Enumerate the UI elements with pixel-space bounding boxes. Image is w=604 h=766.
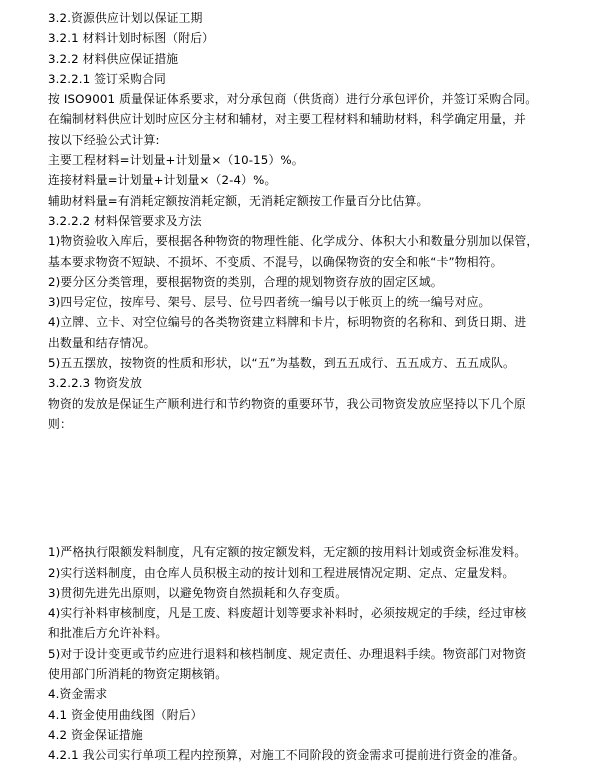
blank-space (48, 434, 600, 542)
formula-auxiliary-material: 辅助材料量=有消耗定额按消耗定额，无消耗定额按工作量百分比估算。 (48, 193, 429, 208)
section-top (48, 8, 600, 434)
formula-main-material: 主要工程材料=计划量+计划量×（10-15）%。 (48, 153, 304, 168)
heading-3-2-2-1: 3.2.2.1 签订采购合同 (48, 71, 166, 86)
heading-3-2-2-3: 3.2.2.3 物资发放 (48, 376, 143, 391)
heading-3-2: 3.2.资源供应计划以保证工期 (48, 11, 203, 25)
paragraph-line: 在编制材料供应计划时应区分主材和辅材，对主要工程材料和辅助材料，科学确定用量，并 (48, 112, 526, 127)
heading-3-2-2-2: 3.2.2.2 材料保管要求及方法 (48, 213, 202, 228)
formula-connecting-material: 连接材料量=计划量+计划量×（2-4）%。 (48, 173, 277, 188)
paragraph-line: 物资的发放是保证生产顺利进行和节约物资的重要环节，我公司物资发放应坚持以下几个原 (48, 396, 526, 411)
heading-3-2-2: 3.2.2 材料供应保证措施 (48, 51, 179, 66)
list-item-line: 3)四号定位，按库号、架号、层号、位号四者统一编号以于帐页上的统一编号对应。 (48, 295, 491, 310)
heading-3-2-1: 3.2.1 材料计划时标图（附后） (48, 31, 215, 46)
list-item-line: 4)实行补料审核制度，凡是工废、料废超计划等要求补料时，必须按规定的手续，经过审核 (48, 606, 527, 621)
paragraph-4-2-1: 4.2.1 我公司实行单项工程内控预算，对施工不同阶段的资金需求可提前进行资金的准备。 (48, 748, 525, 763)
paragraph-line: 按以下经验公式计算: (48, 132, 160, 147)
heading-4-1: 4.1 资金使用曲线图（附后） (48, 707, 203, 722)
list-item-line: 出数量和结存情况。 (48, 335, 156, 350)
list-item-line: 1)物资验收入库后，要根据各种物资的物理性能、化学成分、体积大小和数量分别加以保管， (48, 234, 539, 249)
paragraph-line: 则： (48, 416, 72, 431)
list-item-line: 4)立牌、立卡、对空位编号的各类物资建立料牌和卡片，标明物资的名称和、到货日期、进 (48, 315, 527, 330)
list-item-line: 使用部门所消耗的物资定期核销。 (48, 667, 228, 682)
paragraph-line: 按 ISO9001 质量保证体系要求，对分承包商（供货商）进行分承包评价，并签订采购合同。 (48, 92, 538, 107)
list-item-line: 2)实行送料制度，由仓库人员积极主动的按计划和工程进展情况定期、定点、定量发料。 (48, 565, 515, 580)
section-bottom (48, 542, 600, 765)
list-item-line: 和批准后方允许补料。 (48, 626, 168, 641)
list-item-line: 基本要求物资不短缺、不损坏、不变质、不混号，以确保物资的安全和帐“卡”物相符。 (48, 254, 503, 269)
list-item-line: 5)对于设计变更或节约应进行退料和核档制度、规定责任、办理退料手续。物资部门对物资 (48, 646, 527, 661)
list-item-line: 5)五五摆放，按物资的性质和形状，以“五”为基数，到五五成行、五五成方、五五成队。 (48, 356, 515, 371)
document-page (48, 8, 600, 766)
list-item-line: 1)严格执行限额发料制度，凡有定额的按定额发料，无定额的按用料计划或资金标准发料。 (48, 545, 527, 560)
heading-4-2: 4.2 资金保证措施 (48, 727, 143, 742)
list-item-line: 3)贯彻先进先出原则，以避免物资自然损耗和久存变质。 (48, 585, 348, 600)
list-item-line: 2)要分区分类管理，要根据物资的类别，合理的规划物资存放的固定区域。 (48, 274, 443, 289)
heading-4: 4.资金需求 (48, 687, 108, 702)
